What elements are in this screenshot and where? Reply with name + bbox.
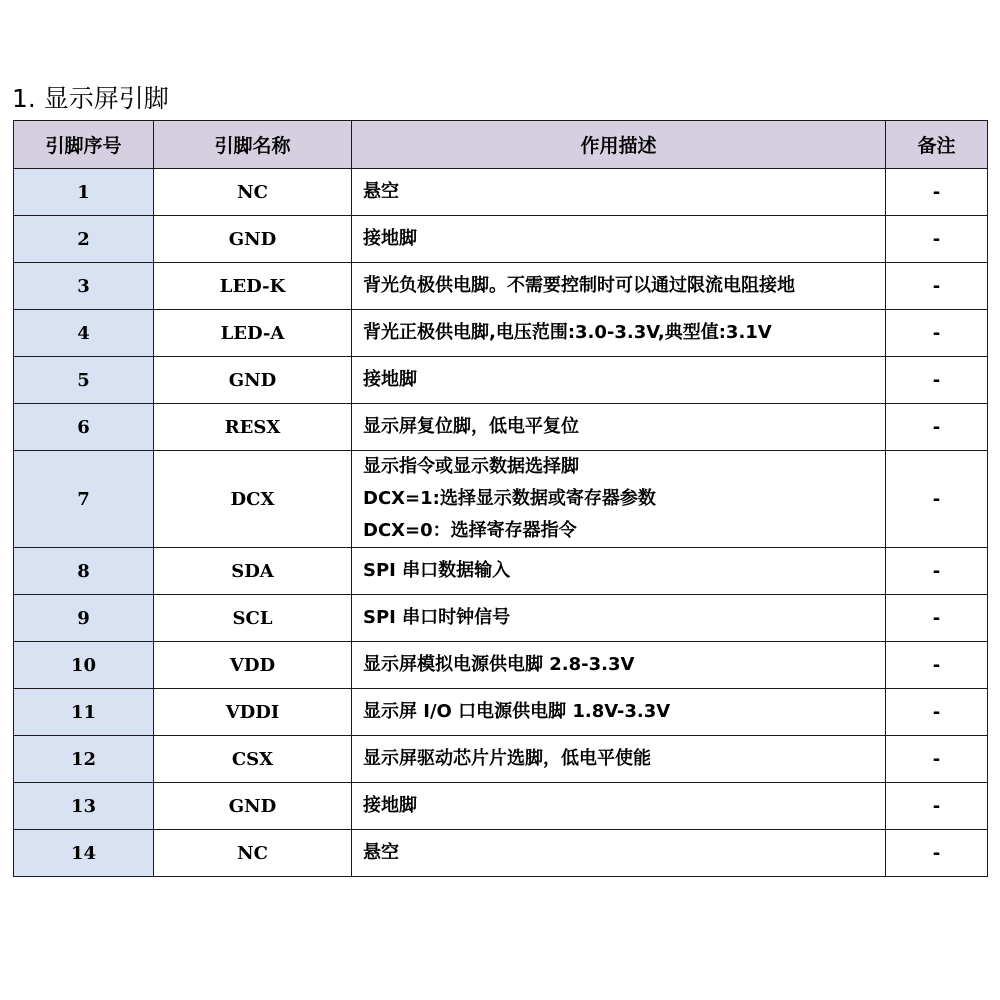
pin-name-cell: SCL: [154, 595, 352, 642]
pin-name-cell: GND: [154, 357, 352, 404]
remark-cell: -: [886, 169, 988, 216]
pin-name-cell: GND: [154, 783, 352, 830]
pin-number-cell: 6: [14, 404, 154, 451]
description-line: 显示屏模拟电源供电脚 2.8-3.3V: [363, 654, 635, 675]
header-pin-number: 引脚序号: [14, 121, 154, 169]
pin-name-cell: VDD: [154, 642, 352, 689]
header-pin-name: 引脚名称: [154, 121, 352, 169]
description-line: 背光负极供电脚。不需要控制时可以通过限流电阻接地: [363, 275, 795, 296]
pin-number-cell: 3: [14, 263, 154, 310]
pin-description-cell: [352, 783, 886, 830]
pin-number-cell: 1: [14, 169, 154, 216]
pin-number-cell: 5: [14, 357, 154, 404]
pin-name-cell: CSX: [154, 736, 352, 783]
pin-number-cell: 2: [14, 216, 154, 263]
header-remark: 备注: [886, 121, 988, 169]
pin-name-cell: LED-K: [154, 263, 352, 310]
description-line: DCX=1:选择显示数据或寄存器参数: [363, 488, 656, 509]
description-line: 背光正极供电脚,电压范围:3.0-3.3V,典型值:3.1V: [363, 322, 772, 343]
pin-name-cell: RESX: [154, 404, 352, 451]
pin-description-cell: [352, 548, 886, 595]
remark-cell: -: [886, 736, 988, 783]
remark-cell: -: [886, 830, 988, 877]
remark-cell: -: [886, 357, 988, 404]
pin-description-cell: [352, 310, 886, 357]
pin-description-cell: [352, 404, 886, 451]
pin-table-body: [14, 169, 988, 877]
table-row: [14, 689, 988, 736]
table-header-row: [14, 121, 988, 169]
pin-name-cell: VDDI: [154, 689, 352, 736]
remark-cell: -: [886, 642, 988, 689]
pin-description-cell: [352, 357, 886, 404]
pin-name-cell: NC: [154, 169, 352, 216]
pin-number-cell: 4: [14, 310, 154, 357]
table-row: [14, 642, 988, 689]
remark-cell: -: [886, 404, 988, 451]
description-line: 接地脚: [363, 228, 417, 249]
pin-description-cell: [352, 689, 886, 736]
pin-description-cell: [352, 263, 886, 310]
pin-number-cell: 8: [14, 548, 154, 595]
section-title: 1. 显示屏引脚: [12, 84, 169, 113]
description-line: 悬空: [363, 842, 399, 863]
remark-cell: -: [886, 689, 988, 736]
header-description: 作用描述: [352, 121, 886, 169]
pin-number-cell: 11: [14, 689, 154, 736]
table-row: [14, 169, 988, 216]
table-row: [14, 357, 988, 404]
pin-name-cell: DCX: [154, 451, 352, 548]
description-line: 悬空: [363, 181, 399, 202]
remark-cell: -: [886, 263, 988, 310]
description-line: 接地脚: [363, 369, 417, 390]
pin-number-cell: 12: [14, 736, 154, 783]
remark-cell: -: [886, 216, 988, 263]
pin-number-cell: 9: [14, 595, 154, 642]
remark-cell: -: [886, 783, 988, 830]
pin-description-cell: [352, 595, 886, 642]
pin-description-cell: [352, 830, 886, 877]
pin-number-cell: 7: [14, 451, 154, 548]
table-row: [14, 404, 988, 451]
pin-name-cell: NC: [154, 830, 352, 877]
table-row: [14, 830, 988, 877]
pin-description-cell: [352, 736, 886, 783]
remark-cell: -: [886, 595, 988, 642]
table-row: [14, 451, 988, 548]
pin-number-cell: 13: [14, 783, 154, 830]
table-row: [14, 595, 988, 642]
table-row: [14, 263, 988, 310]
description-line: 显示屏驱动芯片片选脚，低电平使能: [363, 748, 651, 769]
description-line: 显示指令或显示数据选择脚: [363, 456, 579, 477]
pin-table: [13, 120, 988, 877]
description-line: 接地脚: [363, 795, 417, 816]
pin-name-cell: GND: [154, 216, 352, 263]
pin-name-cell: SDA: [154, 548, 352, 595]
description-line: SPI 串口时钟信号: [363, 607, 511, 628]
table-row: [14, 548, 988, 595]
table-row: [14, 216, 988, 263]
description-line: 显示屏复位脚，低电平复位: [363, 416, 579, 437]
description-line: SPI 串口数据输入: [363, 560, 511, 581]
table-row: [14, 310, 988, 357]
pin-description-cell: [352, 451, 886, 548]
description-line: 显示屏 I/O 口电源供电脚 1.8V-3.3V: [363, 701, 671, 722]
remark-cell: -: [886, 548, 988, 595]
pin-description-cell: [352, 642, 886, 689]
pin-number-cell: 14: [14, 830, 154, 877]
pin-number-cell: 10: [14, 642, 154, 689]
remark-cell: -: [886, 451, 988, 548]
description-line: DCX=0：选择寄存器指令: [363, 520, 577, 541]
pin-description-cell: [352, 216, 886, 263]
table-row: [14, 783, 988, 830]
pin-name-cell: LED-A: [154, 310, 352, 357]
table-row: [14, 736, 988, 783]
pin-description-cell: [352, 169, 886, 216]
remark-cell: -: [886, 310, 988, 357]
